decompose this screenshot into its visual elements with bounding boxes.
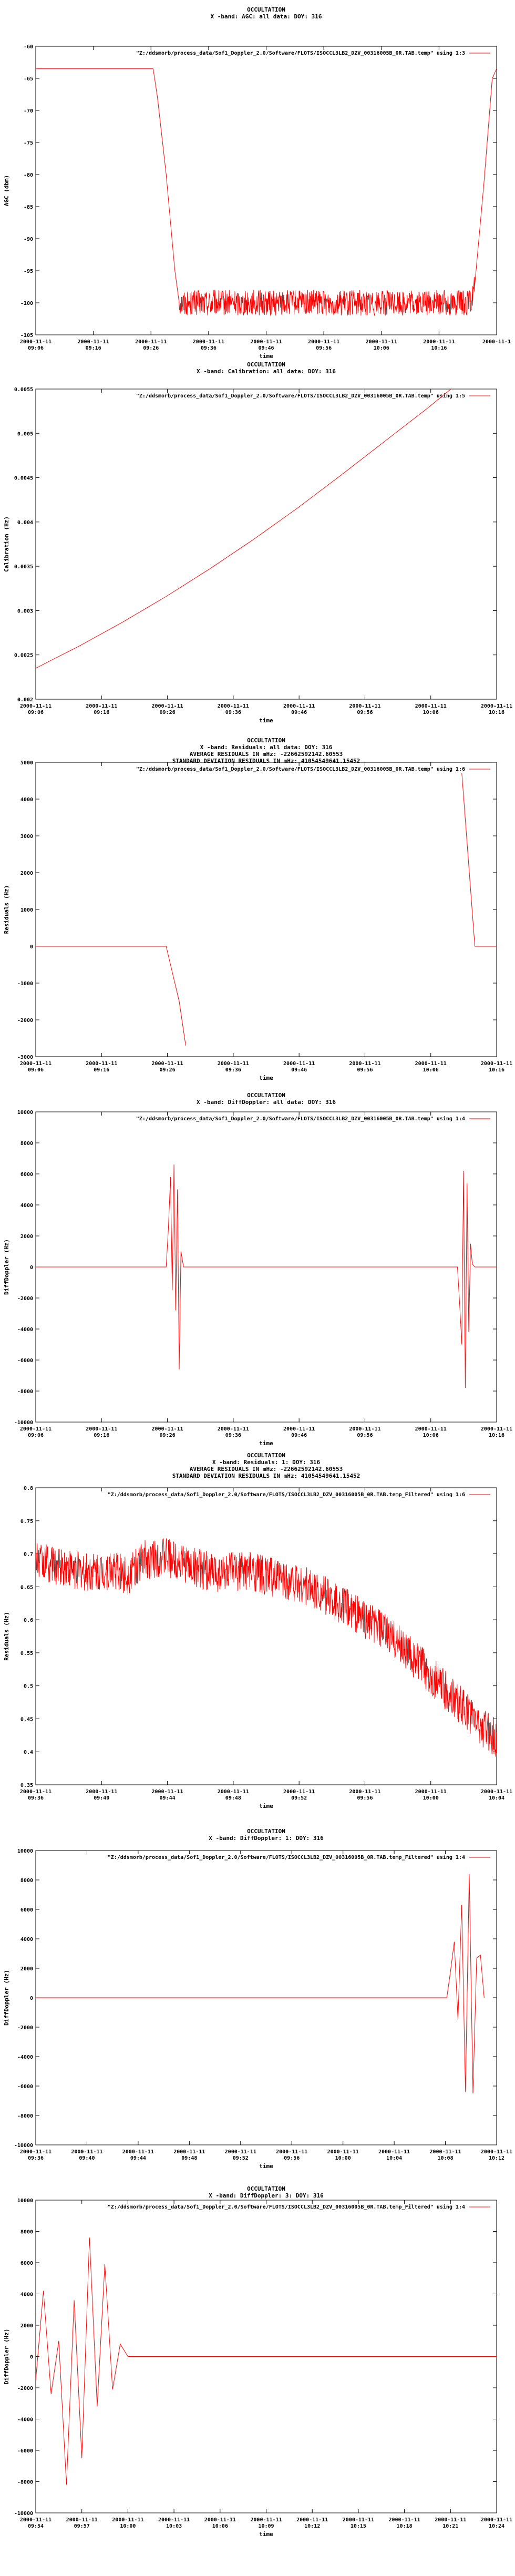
x-tick-label-date: 2000-11-11 <box>151 1789 183 1795</box>
x-axis-label: time <box>259 717 273 724</box>
y-tick-label: -2000 <box>17 2386 33 2391</box>
y-tick-label: 0.6 <box>23 1618 33 1624</box>
x-tick-label-time: 09:06 <box>27 710 44 715</box>
x-tick-label-date: 2000-11-11 <box>19 1426 52 1432</box>
y-tick-label: 6000 <box>20 2261 33 2266</box>
y-tick-label: -65 <box>23 76 33 82</box>
x-tick-label-time: 10:04 <box>386 2155 403 2161</box>
y-tick-label: 0.75 <box>20 1518 33 1525</box>
x-tick-label-time: 10:16 <box>488 1067 505 1073</box>
legend <box>108 2204 490 2210</box>
x-tick-label-date: 2000-11-11 <box>308 339 340 345</box>
x-tick-label-date: 2000-11-11 <box>296 2517 328 2523</box>
x-tick-label-date: 2000-11-11 <box>349 703 381 709</box>
chart-panel-5 <box>3 1452 512 1810</box>
x-axis-label: time <box>259 353 273 360</box>
y-tick-label: 4000 <box>20 1937 33 1943</box>
x-tick-label-time: 10:24 <box>488 2523 505 2529</box>
chart-panel-2 <box>3 354 512 724</box>
x-tick-label-date: 2000-11-11 <box>283 1426 315 1432</box>
y-tick-label: 0 <box>29 944 33 950</box>
y-tick-label: -85 <box>23 205 33 210</box>
x-tick-label-time: 09:56 <box>316 345 332 351</box>
x-tick-label-date: 2000-11-11 <box>217 1426 249 1432</box>
y-tick-label: 8000 <box>20 2229 33 2235</box>
plot-frame <box>36 389 497 699</box>
x-tick-label-date: 2000-11-11 <box>112 2517 144 2523</box>
y-tick-label: 2000 <box>20 871 33 876</box>
x-tick-label-time: 09:48 <box>225 1795 241 1801</box>
y-tick-label: -80 <box>23 172 33 178</box>
legend <box>136 50 490 56</box>
x-tick-label-time: 09:16 <box>85 345 101 351</box>
x-tick-label-time: 09:16 <box>94 1067 110 1073</box>
chart-title-line: X -band: DiffDoppler: 1: DOY: 316 <box>209 1835 324 1842</box>
series-line-2 <box>462 773 497 946</box>
x-tick-label-time: 10:00 <box>335 2155 351 2161</box>
y-tick-label: 0.65 <box>20 1585 33 1591</box>
y-tick-label: -4000 <box>17 1327 33 1333</box>
series-line-1 <box>36 1164 497 1388</box>
y-tick-label: 8000 <box>20 1878 33 1884</box>
legend <box>136 1116 490 1122</box>
x-tick-label-date: 2000-11-11 <box>158 2517 190 2523</box>
legend-label: "Z:/ddsmorb/process_data/Sof1_Doppler_2.0/Software/FLOTS/ISOCCL3LB2_DZV_00316005B_0R.TAB.temp_Filtered" using 1:4 <box>107 1855 465 1861</box>
y-tick-label: -8000 <box>17 2479 33 2486</box>
y-tick-label: -105 <box>20 333 33 339</box>
y-axis-label: Residuals (Hz) <box>3 885 10 934</box>
x-tick-label-date: 2000-11-11 <box>151 1061 183 1067</box>
x-tick-label-time: 09:36 <box>200 345 217 351</box>
x-tick-label-date: 2000-11-11 <box>283 1789 315 1795</box>
y-tick-label: -75 <box>23 140 33 146</box>
y-tick-label: 0.004 <box>17 519 33 526</box>
y-axis-label: Residuals (Hz) <box>3 1612 10 1661</box>
x-axis-label: time <box>259 2531 273 2538</box>
x-tick-label-date: 2000-11-11 <box>192 339 224 345</box>
y-tick-label: -10000 <box>14 2143 33 2149</box>
chart-title-line: AVERAGE RESIDUALS IN mHz: -22662592142.60553 <box>189 751 343 758</box>
y-tick-label: -8000 <box>17 1389 33 1395</box>
x-tick-label-date: 2000-11-11 <box>283 703 315 709</box>
x-tick-label-date: 2000-11-11 <box>480 1061 513 1067</box>
y-tick-label: 0 <box>29 1996 33 2001</box>
x-tick-label-time: 09:36 <box>225 710 241 715</box>
x-tick-label-time: 10:21 <box>442 2523 459 2529</box>
x-tick-label-time: 09:56 <box>357 1795 373 1801</box>
y-tick-label: 0.4 <box>23 1750 33 1756</box>
y-tick-label: 0 <box>29 1265 33 1271</box>
x-tick-label-time: 09:36 <box>225 1433 241 1438</box>
x-tick-label-time: 09:56 <box>357 710 373 715</box>
y-tick-label: 2000 <box>20 2323 33 2329</box>
legend <box>136 393 490 399</box>
y-axis-label: DiffDoppler (Hz) <box>3 1239 10 1295</box>
x-tick-label-time: 10:03 <box>166 2523 182 2529</box>
y-tick-label: 3000 <box>20 834 33 840</box>
y-tick-label: -70 <box>23 108 33 114</box>
chart-title-line: OCCULTATION <box>247 2185 285 2192</box>
x-tick-label-time: 09:56 <box>357 1067 373 1073</box>
y-tick-label: 0.45 <box>20 1716 33 1723</box>
x-tick-label-date: 2000-11-11 <box>71 2149 103 2155</box>
x-tick-label-date: 2000-11-11 <box>415 703 447 709</box>
y-tick-label: -3000 <box>17 1055 33 1060</box>
y-tick-label: 0.7 <box>23 1551 33 1558</box>
x-tick-label-date: 2000-11-11 <box>250 339 282 345</box>
series-line-1 <box>36 946 186 1046</box>
x-tick-label-time: 09:36 <box>27 1795 44 1801</box>
legend <box>108 1854 490 1861</box>
x-tick-label-time: 09:40 <box>79 2155 95 2161</box>
series-line-1 <box>36 354 497 668</box>
x-tick-label-time: 09:06 <box>27 345 44 351</box>
x-tick-label-date: 2000-11-11 <box>423 339 455 345</box>
series-line-1 <box>36 1538 497 1756</box>
chart-title-line: OCCULTATION <box>247 1452 285 1459</box>
x-axis-label: time <box>259 2163 273 2170</box>
y-tick-label: 0.0035 <box>14 564 33 570</box>
legend-label: "Z:/ddsmorb/process_data/Sof1_Doppler_2.0/Software/FLOTS/ISOCCL3LB2_DZV_00316005B_0R.TAB.temp" using 1:5 <box>136 393 465 399</box>
x-tick-label-date: 2000-11-11 <box>349 1789 381 1795</box>
x-tick-label-time: 09:06 <box>27 1433 44 1438</box>
series-line-1 <box>36 1874 484 2093</box>
x-tick-label-date: 2000-11-11 <box>86 1426 118 1432</box>
y-tick-label: 0.0025 <box>14 652 33 659</box>
y-tick-label: 10000 <box>17 2198 33 2204</box>
x-tick-label-time: 10:06 <box>423 1433 439 1438</box>
x-axis-label: time <box>259 1075 273 1081</box>
x-tick-label-date: 2000-11-11 <box>151 1426 183 1432</box>
y-tick-label: 2000 <box>20 1966 33 1972</box>
x-axis-label: time <box>259 1803 273 1810</box>
x-tick-label-date: 2000-11-11 <box>19 1789 52 1795</box>
plot-frame <box>36 762 497 1057</box>
legend-label: "Z:/ddsmorb/process_data/Sof1_Doppler_2.0/Software/FLOTS/ISOCCL3LB2_DZV_00316005B_0R.TAB.temp" using 1:6 <box>136 766 465 772</box>
chart-title-line: X -band: Residuals: all data: DOY: 316 <box>200 744 333 751</box>
y-tick-label: 5000 <box>20 760 33 766</box>
x-tick-label-time: 10:06 <box>212 2523 228 2529</box>
y-tick-label: -100 <box>20 301 33 306</box>
y-tick-label: 0.8 <box>23 1486 33 1491</box>
chart-title-line: X -band: DiffDoppler: 3: DOY: 316 <box>209 2192 324 2199</box>
x-tick-label-date: 2000-11-11 <box>19 703 52 709</box>
x-tick-label-time: 10:08 <box>437 2155 454 2161</box>
y-axis-label: DiffDoppler (Hz) <box>3 1970 10 2026</box>
legend-label: "Z:/ddsmorb/process_data/Sof1_Doppler_2.0/Software/FLOTS/ISOCCL3LB2_DZV_00316005B_0R.TAB.temp_Filtered" using 1:4 <box>107 2204 465 2210</box>
chart-title-line: X -band: Calibration: all data: DOY: 316 <box>197 368 336 375</box>
x-tick-label-date: 2000-11-11 <box>217 1789 249 1795</box>
legend <box>136 766 490 772</box>
x-tick-label-date: 2000-11-11 <box>224 2149 256 2155</box>
x-tick-label-date: 2000-11-11 <box>327 2149 359 2155</box>
x-tick-label-date: 2000-11-11 <box>217 703 249 709</box>
x-tick-label-time: 10:04 <box>488 1795 505 1801</box>
chart-title-line: OCCULTATION <box>247 6 285 13</box>
y-tick-label: -6000 <box>17 1358 33 1364</box>
x-tick-label-date: 2000-11-11 <box>283 1061 315 1067</box>
x-tick-label-date: 2000-11-11 <box>86 703 118 709</box>
x-tick-label-time: 09:06 <box>27 1067 44 1073</box>
x-tick-label-time: 09:36 <box>27 2155 44 2161</box>
x-tick-label-time: 10:16 <box>431 345 447 351</box>
x-tick-label-time: 09:26 <box>159 710 176 715</box>
x-tick-label-date: 2000-11-11 <box>365 339 397 345</box>
y-tick-label: 0.0055 <box>14 387 33 393</box>
x-tick-label-date: 2000-11-11 <box>77 339 109 345</box>
y-tick-label: -10000 <box>14 1420 33 1426</box>
x-tick-label-date: 2000-11-11 <box>480 1789 513 1795</box>
chart-title-line: X -band: AGC: all data: DOY: 316 <box>210 13 322 20</box>
x-tick-label-date: 2000-11-11 <box>66 2517 98 2523</box>
y-tick-label: -1000 <box>17 981 33 987</box>
x-tick-label-time: 09:26 <box>159 1433 176 1438</box>
x-tick-label-date: 2000-11-11 <box>151 703 183 709</box>
y-axis-label: AGC (dbm) <box>3 175 10 207</box>
chart-panel-3 <box>3 737 512 1081</box>
y-tick-label: 8000 <box>20 1141 33 1147</box>
x-tick-label-time: 09:57 <box>74 2523 90 2529</box>
chart-title-line: STANDARD DEVIATION RESIDUALS IN mHz: 41054549641.15452 <box>172 758 360 764</box>
x-tick-label-time: 09:48 <box>181 2155 198 2161</box>
x-tick-label-date: 2000-11-11 <box>19 2517 52 2523</box>
x-tick-label-time: 10:16 <box>488 1433 505 1438</box>
y-tick-label: 1000 <box>20 907 33 913</box>
series-line-1 <box>36 2237 497 2485</box>
x-tick-label-date: 2000-11-11 <box>217 1061 249 1067</box>
x-tick-label-time: 09:36 <box>225 1067 241 1073</box>
x-tick-label-time: 09:44 <box>130 2155 146 2161</box>
x-tick-label-date: 2000-11-11 <box>86 1789 118 1795</box>
x-tick-label-time: 10:18 <box>396 2523 413 2529</box>
x-tick-label-date: 2000-11-11 <box>349 1061 381 1067</box>
y-tick-label: 0.55 <box>20 1650 33 1657</box>
x-tick-label-date: 2000-11-11 <box>480 1426 513 1432</box>
x-tick-label-time: 09:52 <box>232 2155 249 2161</box>
y-tick-label: 4000 <box>20 2292 33 2298</box>
x-tick-label-date: 2000-11-11 <box>122 2149 154 2155</box>
x-tick-label-time: 10:06 <box>373 345 389 351</box>
x-tick-label-time: 09:40 <box>94 1795 110 1801</box>
y-tick-label: 10000 <box>17 1110 33 1116</box>
y-axis-label: Calibration (Hz) <box>3 516 10 572</box>
x-tick-label-time: 09:46 <box>291 1433 307 1438</box>
y-tick-label: 0.003 <box>17 608 33 615</box>
x-tick-label-time: 10:12 <box>304 2523 321 2529</box>
x-tick-label-date: 2000-11-11 <box>349 1426 381 1432</box>
y-tick-label: 10000 <box>17 1848 33 1854</box>
x-tick-label-time: 10:06 <box>423 1067 439 1073</box>
x-tick-label-date: 2000-11-11 <box>276 2149 308 2155</box>
x-tick-label-time: 09:26 <box>159 1067 176 1073</box>
y-tick-label: 6000 <box>20 1172 33 1178</box>
x-tick-label-time: 10:12 <box>488 2155 505 2161</box>
legend-label: "Z:/ddsmorb/process_data/Sof1_Doppler_2.0/Software/FLOTS/ISOCCL3LB2_DZV_00316005B_0R.TAB.temp" using 1:3 <box>136 50 465 56</box>
y-tick-label: -4000 <box>17 2417 33 2423</box>
x-tick-label-date: 2000-11-11 <box>480 703 513 709</box>
x-tick-label-date: 2000-11-11 <box>378 2149 410 2155</box>
x-tick-label-time: 09:26 <box>143 345 159 351</box>
x-tick-label-date: 2000-11-11 <box>480 2149 513 2155</box>
x-tick-label-date: 2000-11-11 <box>429 2149 461 2155</box>
x-tick-label-time: 10:09 <box>258 2523 274 2529</box>
y-tick-label: -2000 <box>17 1018 33 1024</box>
chart-panel-4 <box>3 1092 512 1447</box>
x-tick-label-time: 10:00 <box>120 2523 136 2529</box>
chart-title-line: X -band: DiffDoppler: all data: DOY: 316 <box>197 1099 336 1106</box>
y-tick-label: 6000 <box>20 1907 33 1913</box>
x-tick-label-time: 10:00 <box>423 1795 439 1801</box>
x-tick-label-time: 09:16 <box>94 1433 110 1438</box>
y-tick-label: 4000 <box>20 797 33 803</box>
legend-label: "Z:/ddsmorb/process_data/Sof1_Doppler_2.0/Software/FLOTS/ISOCCL3LB2_DZV_00316005B_0R.TAB.temp" using 1:4 <box>136 1116 465 1122</box>
y-tick-label: 4000 <box>20 1203 33 1209</box>
x-tick-label-date: 2000-11-11 <box>250 2517 282 2523</box>
series-line-1 <box>36 69 497 316</box>
x-tick-label-time: 10:16 <box>488 710 505 715</box>
x-tick-label-date: 2000-11-11 <box>19 2149 52 2155</box>
y-tick-label: 0 <box>29 2354 33 2360</box>
y-tick-label: -10000 <box>14 2511 33 2517</box>
y-tick-label: 0.35 <box>20 1783 33 1788</box>
y-tick-label: 0.005 <box>17 431 33 437</box>
x-tick-label-date: 2000-11-11 <box>19 339 52 345</box>
x-tick-label-date: 2000-11-11 <box>435 2517 467 2523</box>
x-tick-label-time: 09:56 <box>284 2155 300 2161</box>
chart-title-line: OCCULTATION <box>247 361 285 368</box>
x-tick-label-date: 2000-11-1 <box>482 339 511 345</box>
x-tick-label-date: 2000-11-11 <box>135 339 167 345</box>
x-tick-label-time: 09:56 <box>357 1433 373 1438</box>
x-axis-label: time <box>259 1440 273 1447</box>
y-tick-label: -95 <box>23 269 33 274</box>
chart-panel-6 <box>3 1828 512 2170</box>
x-tick-label-date: 2000-11-11 <box>204 2517 236 2523</box>
x-tick-label-time: 09:46 <box>291 710 307 715</box>
chart-title-line: OCCULTATION <box>247 1828 285 1835</box>
x-tick-label-time: 09:44 <box>159 1795 176 1801</box>
y-tick-label: -8000 <box>17 2113 33 2119</box>
chart-title-line: STANDARD DEVIATION RESIDUALS IN mHz: 41054549641.15452 <box>172 1473 360 1479</box>
plot-frame <box>36 46 497 335</box>
y-tick-label: -2000 <box>17 1296 33 1302</box>
x-tick-label-date: 2000-11-11 <box>388 2517 420 2523</box>
x-tick-label-date: 2000-11-11 <box>342 2517 375 2523</box>
legend <box>108 1491 490 1498</box>
x-tick-label-time: 09:46 <box>258 345 274 351</box>
x-tick-label-time: 09:52 <box>291 1795 307 1801</box>
x-tick-label-time: 10:15 <box>350 2523 366 2529</box>
plot-frame <box>36 1488 497 1785</box>
y-tick-label: -6000 <box>17 2448 33 2454</box>
chart-title-line: OCCULTATION <box>247 737 285 744</box>
y-tick-label: -4000 <box>17 2054 33 2060</box>
chart-title-line: AVERAGE RESIDUALS IN mHz: -22662592142.60553 <box>189 1466 343 1473</box>
x-tick-label-date: 2000-11-11 <box>480 2517 513 2523</box>
chart-panel-1 <box>3 6 511 360</box>
x-tick-label-time: 09:16 <box>94 710 110 715</box>
y-tick-label: -2000 <box>17 2025 33 2031</box>
y-tick-label: 0.0045 <box>14 475 33 482</box>
x-tick-label-time: 09:46 <box>291 1067 307 1073</box>
chart-title-line: OCCULTATION <box>247 1092 285 1099</box>
y-tick-label: 0.5 <box>23 1683 33 1690</box>
legend-label: "Z:/ddsmorb/process_data/Sof1_Doppler_2.0/Software/FLOTS/ISOCCL3LB2_DZV_00316005B_0R.TAB.temp_Filtered" using 1:6 <box>107 1492 465 1498</box>
y-axis-label: DiffDoppler (Hz) <box>3 2328 10 2385</box>
y-tick-label: -60 <box>23 44 33 50</box>
y-tick-label: 2000 <box>20 1234 33 1240</box>
x-tick-label-time: 09:54 <box>27 2523 44 2529</box>
x-tick-label-date: 2000-11-11 <box>415 1789 447 1795</box>
y-tick-label: -90 <box>23 237 33 242</box>
x-tick-label-date: 2000-11-11 <box>415 1061 447 1067</box>
chart-panel-7 <box>3 2185 512 2538</box>
x-tick-label-date: 2000-11-11 <box>19 1061 52 1067</box>
x-tick-label-time: 10:06 <box>423 710 439 715</box>
x-tick-label-date: 2000-11-11 <box>415 1426 447 1432</box>
chart-title-line: X -band: Residuals: 1: DOY: 316 <box>212 1459 321 1466</box>
x-tick-label-date: 2000-11-11 <box>86 1061 118 1067</box>
y-tick-label: 0.002 <box>17 697 33 703</box>
x-tick-label-date: 2000-11-11 <box>173 2149 205 2155</box>
y-tick-label: -6000 <box>17 2084 33 2090</box>
